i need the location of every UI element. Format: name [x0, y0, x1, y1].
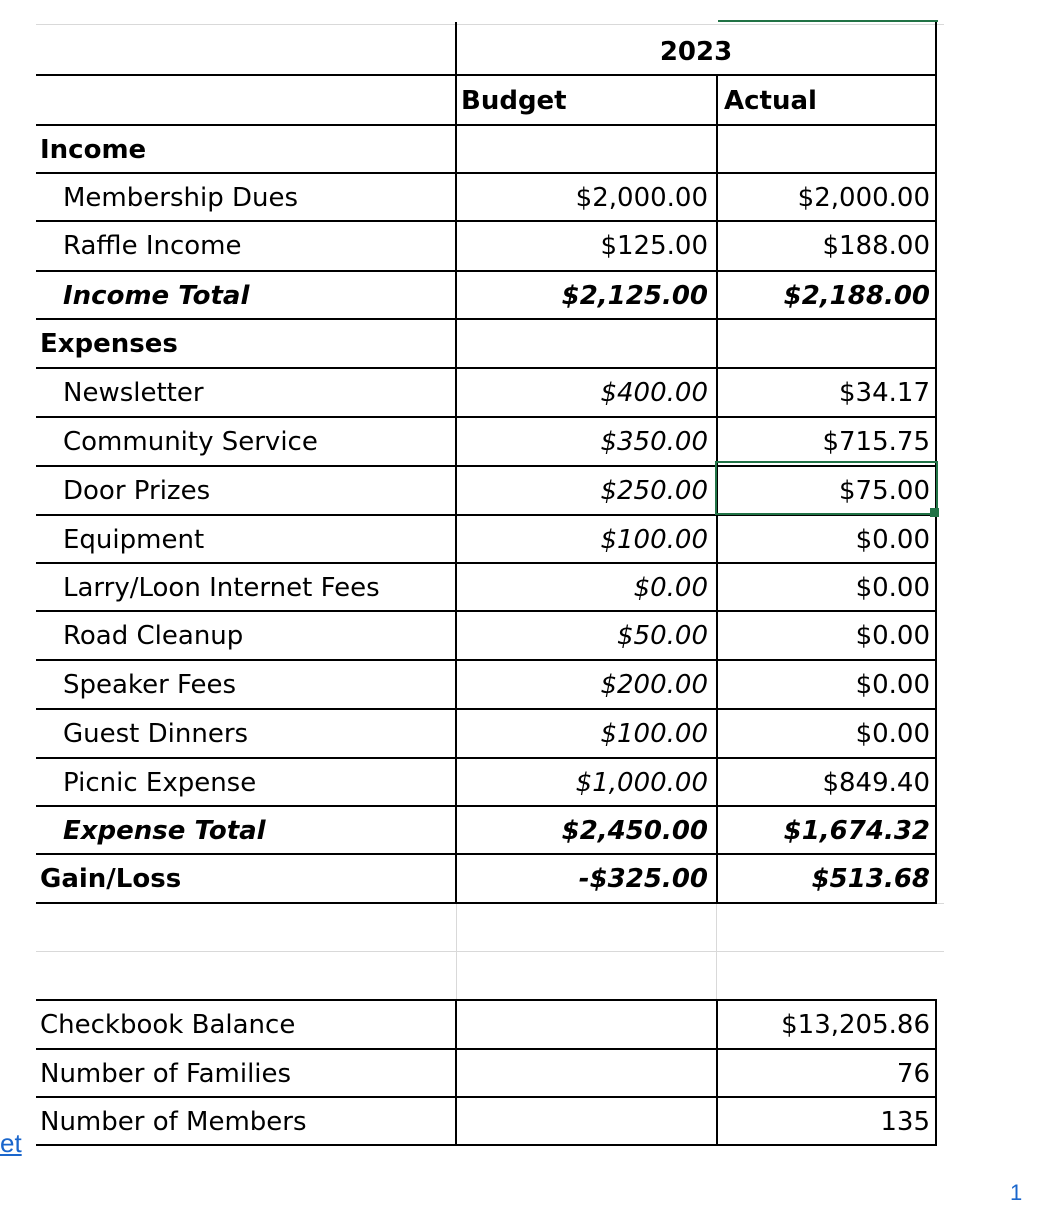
- total-label-income[interactable]: Income Total: [63, 281, 250, 311]
- actual-cell[interactable]: $0.00: [855, 573, 930, 603]
- budget-total-cell[interactable]: $2,125.00: [561, 281, 708, 311]
- section-label-expenses[interactable]: Expenses: [40, 329, 178, 359]
- actual-gain-loss-cell[interactable]: $513.68: [811, 864, 930, 894]
- budget-cell[interactable]: $100.00: [600, 525, 708, 555]
- actual-cell[interactable]: $715.75: [822, 427, 930, 457]
- budget-header[interactable]: Budget: [461, 86, 567, 116]
- gain-loss-label[interactable]: Gain/Loss: [40, 864, 182, 894]
- gridline: [456, 903, 457, 1000]
- cell-selection-border: [715, 461, 938, 515]
- budget-cell[interactable]: $0.00: [633, 573, 708, 603]
- row-label[interactable]: Equipment: [63, 525, 205, 555]
- budget-cell[interactable]: $350.00: [600, 427, 708, 457]
- border: [455, 999, 457, 1146]
- actual-cell[interactable]: $0.00: [855, 621, 930, 651]
- border: [935, 999, 937, 1146]
- budget-cell[interactable]: $100.00: [600, 719, 708, 749]
- row-label[interactable]: Community Service: [63, 427, 318, 457]
- gridline: [716, 903, 717, 1000]
- gridline: [36, 951, 944, 952]
- row-label[interactable]: Newsletter: [63, 378, 204, 408]
- row-label[interactable]: Door Prizes: [63, 476, 211, 506]
- actual-total-cell[interactable]: $1,674.32: [783, 816, 930, 846]
- row-label[interactable]: Raffle Income: [63, 231, 242, 261]
- summary-label[interactable]: Number of Families: [40, 1059, 292, 1089]
- actual-cell[interactable]: $0.00: [855, 525, 930, 555]
- actual-cell[interactable]: $34.17: [839, 378, 930, 408]
- actual-header[interactable]: Actual: [724, 86, 817, 116]
- partial-link[interactable]: et: [0, 1128, 22, 1158]
- budget-gain-loss-cell[interactable]: -$325.00: [578, 864, 708, 894]
- actual-cell[interactable]: $0.00: [855, 719, 930, 749]
- column-top-highlight: [718, 20, 938, 22]
- summary-label[interactable]: Checkbook Balance: [40, 1010, 296, 1040]
- gridline: [36, 24, 944, 25]
- row-label[interactable]: Road Cleanup: [63, 621, 244, 651]
- budget-cell[interactable]: $2,000.00: [575, 183, 708, 213]
- fill-handle[interactable]: [930, 508, 939, 517]
- section-label-income[interactable]: Income: [40, 135, 147, 165]
- row-label[interactable]: Guest Dinners: [63, 719, 249, 749]
- summary-value[interactable]: 135: [880, 1107, 930, 1137]
- budget-total-cell[interactable]: $2,450.00: [561, 816, 708, 846]
- budget-cell[interactable]: $125.00: [600, 231, 708, 261]
- row-label[interactable]: Larry/Loon Internet Fees: [63, 573, 380, 603]
- summary-label[interactable]: Number of Members: [40, 1107, 307, 1137]
- actual-total-cell[interactable]: $2,188.00: [783, 281, 930, 311]
- budget-cell[interactable]: $250.00: [600, 476, 708, 506]
- budget-cell[interactable]: $1,000.00: [575, 768, 708, 798]
- total-label-expense[interactable]: Expense Total: [63, 816, 266, 846]
- actual-cell[interactable]: $849.40: [822, 768, 930, 798]
- actual-cell[interactable]: $188.00: [822, 231, 930, 261]
- corner-mark: 1: [1010, 1180, 1023, 1205]
- budget-cell[interactable]: $200.00: [600, 670, 708, 700]
- budget-cell[interactable]: $400.00: [600, 378, 708, 408]
- budget-cell[interactable]: $50.00: [617, 621, 708, 651]
- summary-value[interactable]: $13,205.86: [781, 1010, 930, 1040]
- row-label[interactable]: Membership Dues: [63, 183, 299, 213]
- row-label[interactable]: Speaker Fees: [63, 670, 237, 700]
- actual-cell[interactable]: $0.00: [855, 670, 930, 700]
- actual-cell[interactable]: $2,000.00: [797, 183, 930, 213]
- actual-cell-selected[interactable]: $75.00: [839, 476, 930, 506]
- row-label[interactable]: Picnic Expense: [63, 768, 257, 798]
- year-header[interactable]: 2023: [659, 37, 733, 67]
- summary-value[interactable]: 76: [896, 1059, 930, 1089]
